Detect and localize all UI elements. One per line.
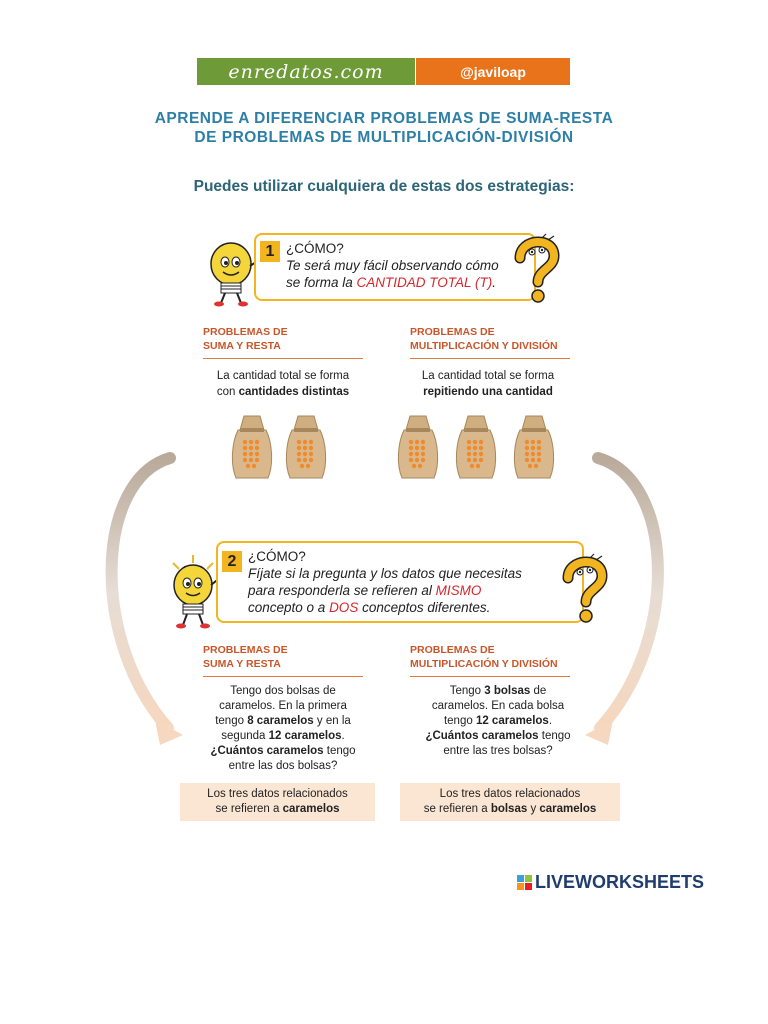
strategy1-line2: Te será muy fácil observando cómo [286, 258, 499, 273]
strategy1-right-description: La cantidad total se forma repitiendo una cantidad [421, 370, 555, 398]
left-curved-arrow [112, 458, 170, 728]
strategy1-left-category: PROBLEMAS DE SUMA Y RESTA [203, 325, 363, 359]
strategy1-line1: ¿CÓMO? [286, 241, 344, 256]
strategy2-callout [216, 541, 584, 623]
strategy1-number-badge: 1 [260, 241, 280, 262]
liveworksheets-logo-icon [517, 875, 532, 890]
strategy2-text [248, 548, 578, 616]
candy-bag-1 [232, 416, 271, 478]
strategy2-left-category: PROBLEMAS DE SUMA Y RESTA [203, 643, 363, 677]
strategy2-line4: concepto o a DOS conceptos diferentes. [248, 600, 491, 615]
page-title-line2: DE PROBLEMAS DE MULTIPLICACIÓN-DIVISIÓN [194, 129, 574, 146]
liveworksheets-logo-text: LIVEWORKSHEETS [535, 872, 705, 892]
strategy2-right-category: PROBLEMAS DE MULTIPLICACIÓN Y DIVISIÓN [410, 643, 570, 677]
strategy1-left-description: La cantidad total se forma con cantidades distintas [216, 370, 350, 398]
page-subtitle: Puedes utilizar cualquiera de estas dos estrategias: [193, 178, 575, 195]
strategy2-line2: Fíjate si la pregunta y los datos que necesitas [248, 566, 522, 581]
candy-bags-illustration [228, 412, 568, 484]
strategy1-line3: se forma la CANTIDAD TOTAL (T). [286, 275, 497, 290]
candy-bag-3 [398, 416, 437, 478]
brand-site-label: enredatos.com [197, 58, 415, 85]
question-mark-icon [560, 552, 610, 630]
strategy2-line1: ¿CÓMO? [248, 549, 306, 564]
question-mark-icon [512, 232, 562, 310]
candy-bag-5 [514, 416, 553, 478]
strategy2-left-problem: Tengo dos bolsas de caramelos. En la primera tengo 8 caramelos y en la segunda 12 caramelos. ¿Cuántos caramelos tengo entre las dos bolsas? [210, 685, 356, 772]
liveworksheets-logo[interactable] [517, 872, 704, 893]
candy-bag-2 [286, 416, 325, 478]
strategy1-right-category: PROBLEMAS DE MULTIPLICACIÓN Y DIVISIÓN [410, 325, 570, 359]
brand-handle-label: @javiloap [416, 58, 570, 85]
strategy2-number-badge: 2 [222, 551, 242, 572]
candy-bag-4 [456, 416, 495, 478]
strategy2-right-problem: Tengo 3 bolsas de caramelos. En cada bolsa tengo 12 caramelos. ¿Cuántos caramelos tengo entre las tres bolsas? [425, 685, 571, 757]
strategy2-right-conclusion: Los tres datos relacionados se refieren a bolsas y caramelos [400, 783, 620, 821]
page-title-line1: APRENDE A DIFERENCIAR PROBLEMAS DE SUMA-RESTA [154, 110, 614, 127]
strategy1-text [286, 240, 536, 291]
strategy2-line3: para responderla se refieren al MISMO [248, 583, 482, 598]
strategy2-left-conclusion: Los tres datos relacionados se refieren a caramelos [180, 783, 375, 821]
strategy1-callout [254, 233, 536, 301]
